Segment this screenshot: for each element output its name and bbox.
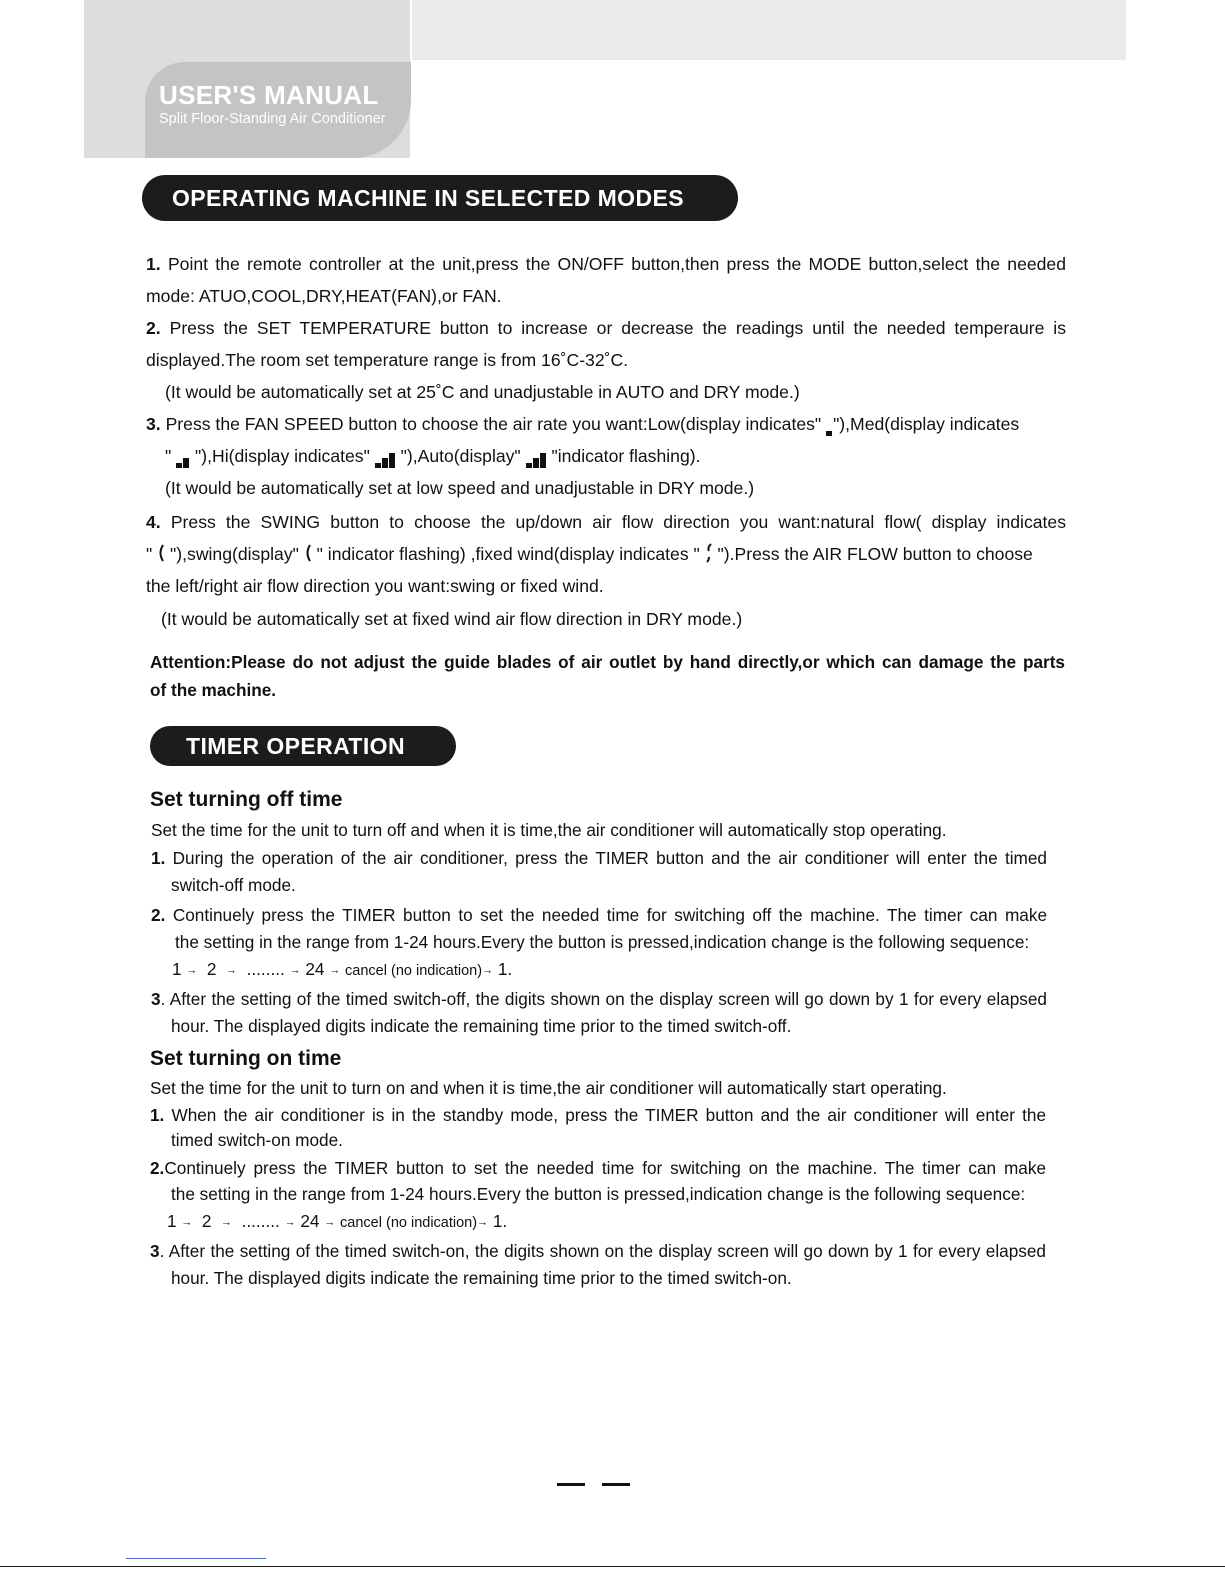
section-heading-modes: OPERATING MACHINE IN SELECTED MODES bbox=[142, 175, 738, 221]
fan-speed-auto-icon bbox=[526, 446, 547, 468]
on-step3-line2: hour. The displayed digits indicate the remaining time prior to the timed switch-on. bbox=[171, 1268, 792, 1288]
page-bottom-rule bbox=[0, 1566, 1225, 1567]
line-text: ").Press the AIR FLOW button to choose bbox=[712, 544, 1033, 565]
fixed-wind-icon bbox=[705, 543, 713, 568]
seq-item: 24 bbox=[305, 959, 325, 979]
seq-item: 1 bbox=[172, 959, 182, 979]
step-number: 3 bbox=[151, 989, 161, 1009]
modes-line-1 bbox=[146, 253, 1066, 275]
line-text: "),swing(display" bbox=[165, 544, 304, 565]
step-text: Point the remote controller at the unit,press the ON/OFF button,then press the MODE button,select the needed bbox=[160, 254, 1066, 274]
arrow-right-icon: → bbox=[181, 1216, 193, 1229]
step-text: When the air conditioner is in the standby mode, press the TIMER button and the air conditioner will enter the bbox=[164, 1105, 1046, 1125]
bottom-link-underline bbox=[126, 1558, 266, 1559]
on-step2-line2: the setting in the range from 1-24 hours.Every the button is pressed,indication change is the following sequence: bbox=[171, 1184, 1026, 1204]
fan-speed-hi-icon bbox=[375, 446, 396, 468]
step-number: 2. bbox=[146, 318, 161, 338]
line-text: "),Hi(display indicates" bbox=[190, 446, 375, 466]
line-text: "indicator flashing). bbox=[546, 446, 701, 466]
on-intro: Set the time for the unit to turn on and when it is time,the air conditioner will automatically start operating. bbox=[150, 1078, 947, 1098]
modes-line-6 bbox=[146, 413, 1019, 436]
on-step1-line2: timed switch-on mode. bbox=[171, 1130, 343, 1150]
step-text: . After the setting of the timed switch-on, the digits shown on the display screen will go down by 1 for every elapsed bbox=[159, 1241, 1046, 1261]
step-number: 2. bbox=[150, 1158, 165, 1178]
step-number: 3. bbox=[146, 414, 161, 434]
on-sequence bbox=[167, 1210, 507, 1234]
modes-line-10 bbox=[146, 543, 1033, 568]
modes-line-9 bbox=[146, 511, 1066, 533]
seq-item: 24 bbox=[300, 1211, 320, 1231]
step-number: 2. bbox=[151, 905, 166, 925]
step-text: Continuely press the TIMER button to set the needed time for switching off the machine. The timer can make bbox=[165, 905, 1047, 925]
page-number-dash-left bbox=[557, 1483, 585, 1486]
attention-line-1: Attention:Please do not adjust the guide blades of air outlet by hand directly,or which can damage the parts bbox=[150, 652, 1065, 672]
section-heading-timer: TIMER OPERATION bbox=[150, 726, 456, 766]
step-number: 1. bbox=[151, 848, 166, 868]
fan-speed-med-icon bbox=[176, 446, 190, 468]
arrow-right-icon: → bbox=[221, 1216, 233, 1229]
line-text: "),Med(display indicates bbox=[833, 414, 1020, 434]
step-text: During the operation of the air conditioner, press the TIMER button and the air conditioner will enter the timed bbox=[165, 848, 1047, 868]
step-number: 1. bbox=[150, 1105, 165, 1125]
step-text: Press the SET TEMPERATURE button to increase or decrease the readings until the needed temperaure is bbox=[160, 318, 1066, 338]
line-text: " bbox=[165, 446, 177, 466]
arrow-right-icon: → bbox=[324, 1216, 336, 1229]
step-text: Continuely press the TIMER button to set the needed time for switching on the machine. The timer can make bbox=[164, 1158, 1046, 1178]
header-tab bbox=[145, 62, 411, 158]
line-text: " indicator flashing) ,fixed wind(display indicates " bbox=[311, 544, 705, 565]
step-number: 1. bbox=[146, 254, 161, 274]
arrow-right-icon: → bbox=[477, 1216, 489, 1229]
seq-item: 1 bbox=[167, 1211, 177, 1231]
arrow-right-icon: → bbox=[289, 964, 301, 977]
off-step3-line1 bbox=[151, 988, 1047, 1010]
fan-speed-low-icon bbox=[826, 414, 833, 436]
seq-item: 2 bbox=[206, 959, 217, 979]
arrow-right-icon: → bbox=[482, 964, 494, 977]
subheading-on: Set turning on time bbox=[150, 1047, 342, 1070]
modes-line-7 bbox=[165, 445, 701, 468]
off-intro: Set the time for the unit to turn off and when it is time,the air conditioner will automatically stop operating. bbox=[151, 820, 947, 840]
seq-item: cancel (no indication) bbox=[340, 1215, 478, 1231]
on-step1-line1 bbox=[150, 1104, 1046, 1126]
seq-item: 1. bbox=[492, 1211, 508, 1231]
manual-subtitle: Split Floor-Standing Air Conditioner bbox=[159, 111, 386, 127]
off-step2-line1 bbox=[151, 904, 1047, 926]
on-step2-line1 bbox=[150, 1157, 1046, 1179]
modes-line-12: (It would be automatically set at fixed wind air flow direction in DRY mode.) bbox=[161, 609, 743, 629]
modes-line-11: the left/right air flow direction you want:swing or fixed wind. bbox=[146, 576, 604, 596]
seq-item: ........ bbox=[246, 959, 285, 979]
step-text: . After the setting of the timed switch-off, the digits shown on the display screen will go down by 1 for every elapsed bbox=[160, 989, 1047, 1009]
off-step3-line2: hour. The displayed digits indicate the remaining time prior to the timed switch-off. bbox=[171, 1016, 792, 1036]
off-step1-line1 bbox=[151, 847, 1047, 869]
modes-line-8: (It would be automatically set at low speed and unadjustable in DRY mode.) bbox=[165, 478, 755, 498]
on-step3-line1 bbox=[150, 1240, 1046, 1262]
manual-title: USER'S MANUAL bbox=[159, 80, 379, 110]
step-number: 3 bbox=[150, 1241, 160, 1261]
swing-natural-icon bbox=[157, 544, 165, 567]
modes-line-2: mode: ATUO,COOL,DRY,HEAT(FAN),or FAN. bbox=[146, 286, 502, 306]
step-number: 4. bbox=[146, 512, 161, 532]
seq-item: 1. bbox=[497, 959, 513, 979]
line-text: Press the FAN SPEED button to choose the air rate you want:Low(display indicates" bbox=[160, 414, 827, 434]
modes-line-4: displayed.The room set temperature range is from 16˚C-32˚C. bbox=[146, 350, 629, 370]
arrow-right-icon: → bbox=[226, 964, 238, 977]
arrow-right-icon: → bbox=[329, 964, 341, 977]
subheading-off: Set turning off time bbox=[150, 788, 343, 811]
arrow-right-icon: → bbox=[284, 1216, 296, 1229]
off-sequence bbox=[172, 958, 512, 982]
seq-item: ........ bbox=[241, 1211, 280, 1231]
modes-line-3 bbox=[146, 317, 1066, 339]
seq-item: cancel (no indication) bbox=[345, 963, 483, 979]
modes-line-5: (It would be automatically set at 25˚C and unadjustable in AUTO and DRY mode.) bbox=[165, 382, 800, 402]
line-text: "),Auto(display" bbox=[395, 446, 526, 466]
header-panel-right bbox=[412, 0, 1126, 60]
seq-item: 2 bbox=[201, 1211, 212, 1231]
step-text: Press the SWING button to choose the up/down air flow direction you want:natural flow( display indicates bbox=[160, 512, 1066, 532]
swing-icon bbox=[304, 544, 312, 567]
line-text: " bbox=[146, 544, 158, 565]
page-number-dash-right bbox=[602, 1483, 630, 1486]
arrow-right-icon: → bbox=[186, 964, 198, 977]
attention-line-2: of the machine. bbox=[150, 680, 277, 700]
off-step1-line2: switch-off mode. bbox=[171, 875, 296, 895]
off-step2-line2: the setting in the range from 1-24 hours.Every the button is pressed,indication change is the following sequence: bbox=[175, 932, 1030, 952]
